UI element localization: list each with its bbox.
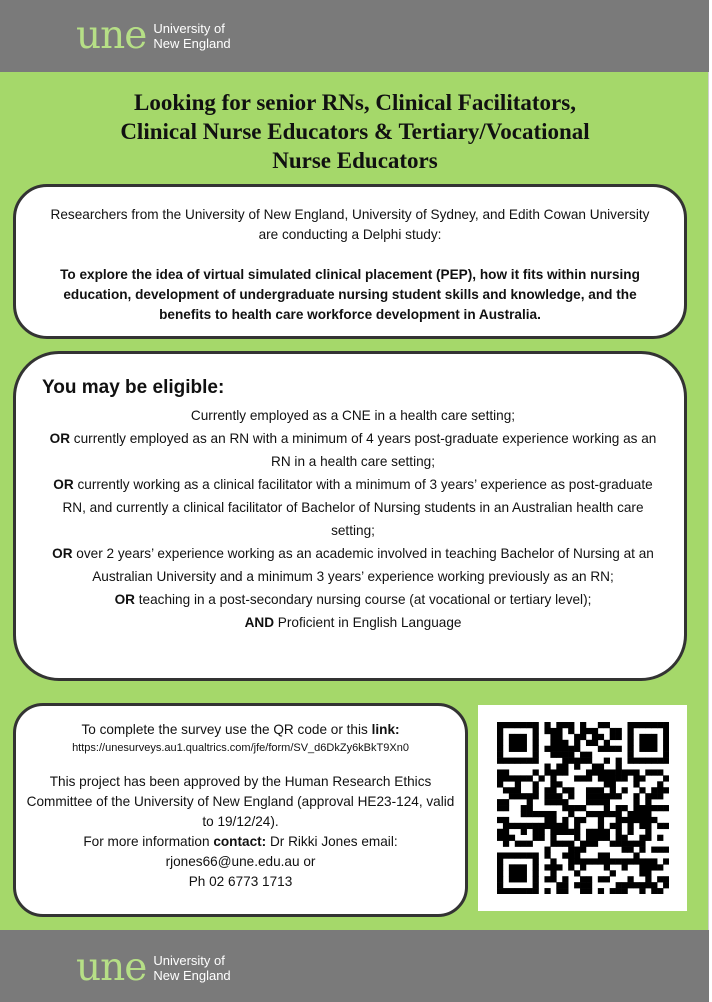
survey-link-label: link:: [371, 722, 400, 737]
logo-mark: une: [76, 13, 147, 58]
contact-phone: Ph 02 6773 1713: [188, 874, 293, 889]
survey-url-link[interactable]: https://unesurveys.au1.qualtrics.com/jfe/form/SV_d6DkZy6kBkT9Xn0: [72, 742, 409, 754]
header-band: [0, 0, 709, 72]
study-intro: Researchers from the University of New England, University of Sydney, and Edith Cowan University are conducting a Delphi study:: [50, 207, 650, 242]
logo-text: [153, 21, 230, 51]
study-aim: To explore the idea of virtual simulated clinical placement (PEP), how it fits within nursing education, development of undergraduate nursing student skills and knowledge, and the benefits to health care workforce development in Australia.: [60, 267, 640, 322]
qr-code-icon[interactable]: [497, 722, 669, 894]
qr-code-panel: [478, 705, 687, 911]
title-line-2: Clinical Nurse Educators & Tertiary/Vocational: [120, 119, 590, 144]
eligibility-item: OR currently working as a clinical facilitator with a minimum of 3 years’ experience as post-graduate RN, and currently a clinical facilitator of Bachelor of Nursing students in an Australian health care setting;: [53, 477, 653, 538]
eligibility-item: Currently employed as a CNE in a health care setting;: [190, 408, 516, 423]
une-logo: [76, 13, 231, 58]
survey-info-box: [13, 703, 468, 917]
study-description-box: [13, 184, 687, 339]
contact-email[interactable]: rjones66@une.edu.au or: [165, 854, 316, 869]
logo-line-2: New England: [153, 968, 231, 983]
logo-mark: une: [76, 945, 147, 990]
title-line-1: Looking for senior RNs, Clinical Facilitators,: [134, 90, 576, 115]
eligibility-item: AND Proficient in English Language: [244, 615, 462, 630]
eligibility-title: You may be eligible:: [42, 377, 225, 398]
eligibility-box: [13, 351, 687, 681]
eligibility-item: OR over 2 years’ experience working as an academic involved in teaching Bachelor of Nursing at an Australian University and a minimum 3 years’ experience working previously as an RN;: [52, 546, 654, 584]
ethics-approval: This project has been approved by the Human Research Ethics Committee of the University of New England (approval HE23-124, valid to 19/12/24).: [26, 774, 455, 829]
logo-text: [153, 953, 230, 983]
page-title: [30, 88, 680, 175]
une-logo-footer: [76, 945, 231, 990]
survey-intro: To complete the survey use the QR code or this link:: [81, 722, 400, 737]
logo-line-1: University of: [153, 21, 225, 36]
title-line-3: Nurse Educators: [272, 148, 438, 173]
footer-band: [0, 930, 709, 1002]
logo-line-2: New England: [153, 36, 231, 51]
logo-line-1: University of: [153, 953, 225, 968]
eligibility-item: OR teaching in a post-secondary nursing course (at vocational or tertiary level);: [114, 592, 592, 607]
contact-line: For more information contact: Dr Rikki Jones email:: [83, 834, 398, 849]
eligibility-item: OR currently employed as an RN with a minimum of 4 years post-graduate experience working as an RN in a health care setting;: [49, 431, 657, 469]
